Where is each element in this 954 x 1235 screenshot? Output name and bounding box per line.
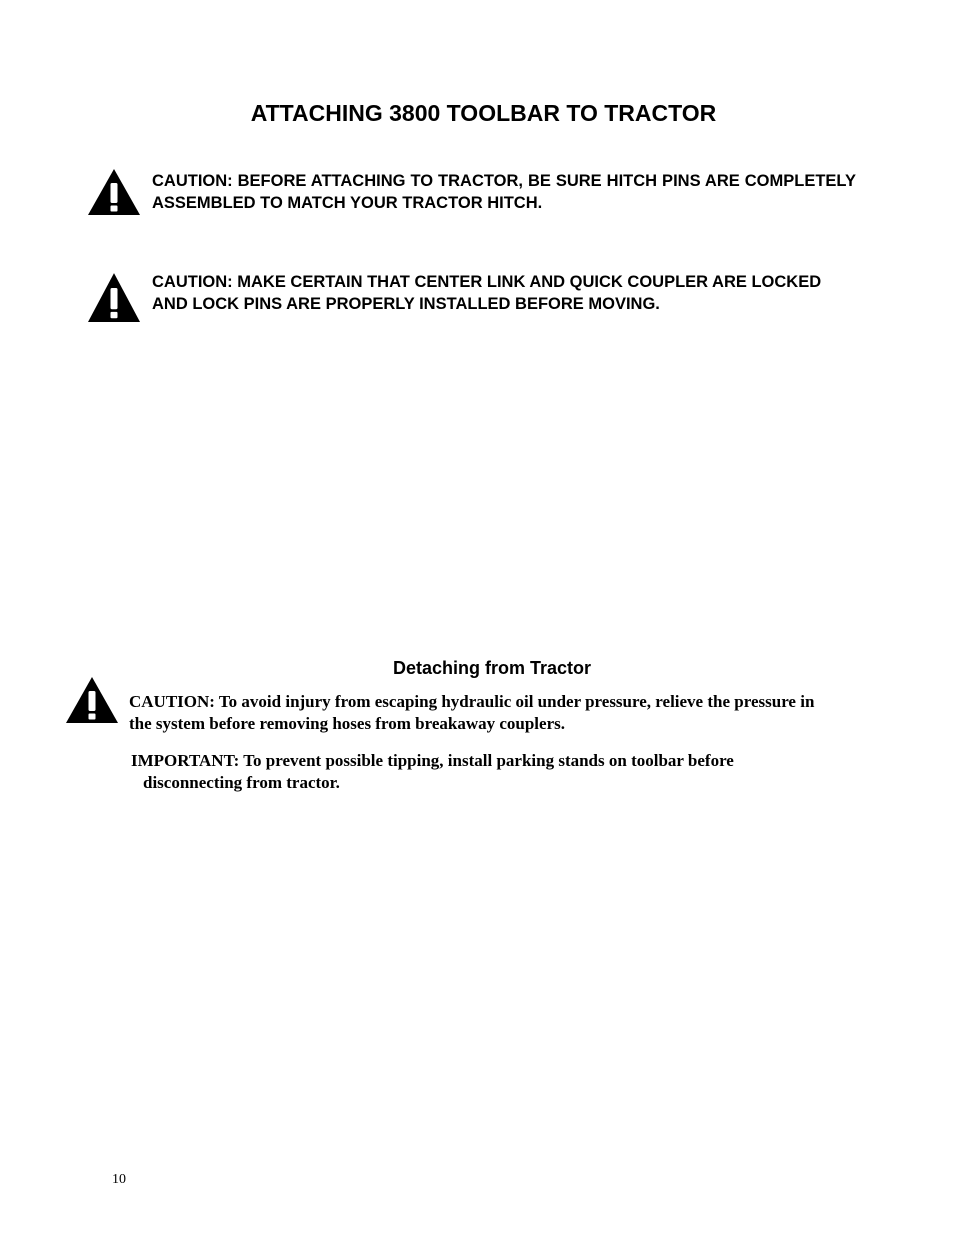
warning-triangle-icon	[65, 676, 119, 724]
page-title: ATTACHING 3800 TOOLBAR TO TRACTOR	[250, 100, 717, 126]
caution-hitch-pins: CAUTION: BEFORE ATTACHING TO TRACTOR, BE SURE HITCH PINS ARE COMPLETELY ASSEMBLED TO MATCH YOUR TRACTOR HITCH.	[152, 172, 856, 212]
warning-triangle-icon	[87, 168, 141, 216]
caution-hydraulic-oil: CAUTION: To avoid injury from escaping hydraulic oil under pressure, relieve the pressure in the system before removing hoses from breakaway couplers.	[129, 692, 815, 733]
page-number: 10	[112, 1172, 126, 1187]
section-heading-detaching: Detaching from Tractor	[392, 658, 592, 678]
caution-center-link: CAUTION: MAKE CERTAIN THAT CENTER LINK AND QUICK COUPLER ARE LOCKED AND LOCK PINS ARE PROPERLY INSTALLED BEFORE MOVING.	[152, 273, 822, 313]
important-parking-stands: IMPORTANT: To prevent possible tipping, install parking stands on toolbar before disconnecting from tractor.	[131, 751, 734, 792]
warning-triangle-icon	[87, 272, 141, 323]
